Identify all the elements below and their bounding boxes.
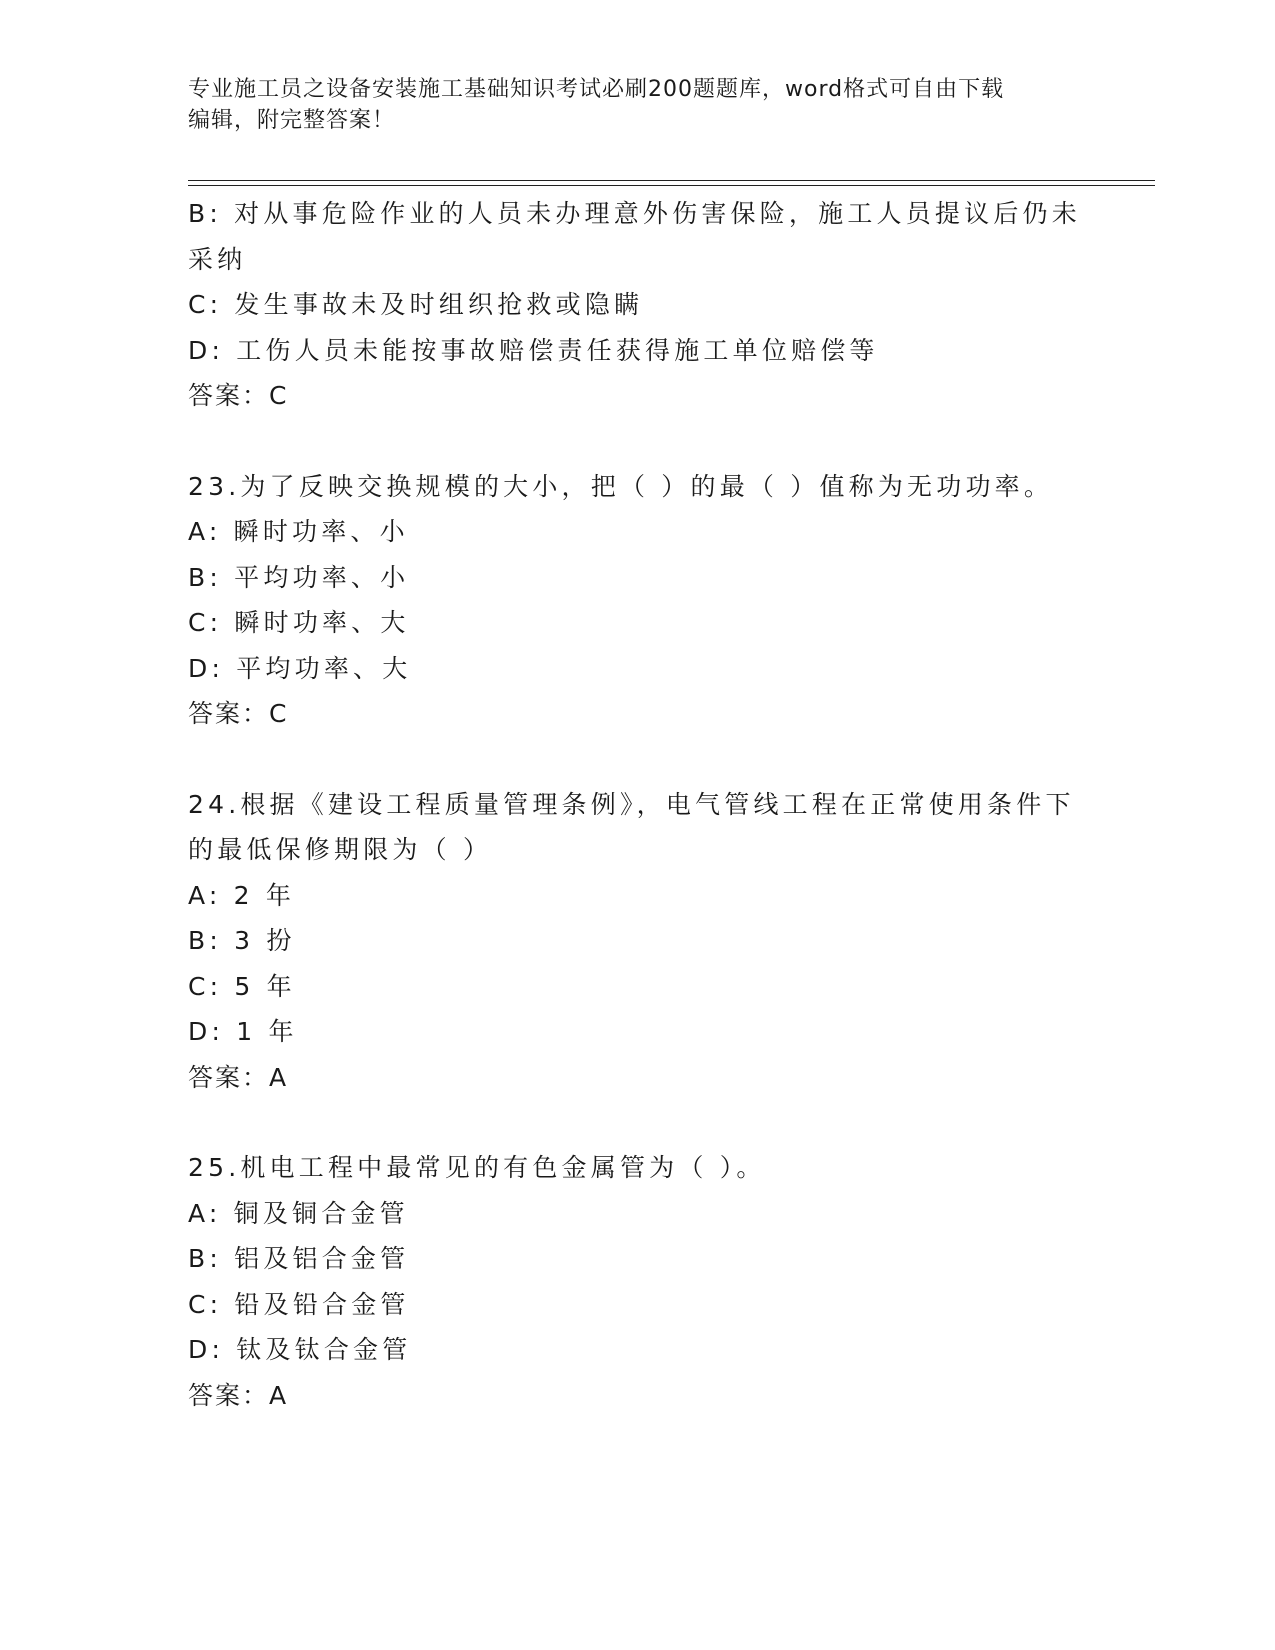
- option-b: B: 3 扮: [188, 926, 296, 955]
- option-d: D: 钛及钛合金管: [188, 1335, 412, 1364]
- question-22: [188, 191, 1088, 419]
- question-text-line-2: 的最低保修期限为（ ）: [188, 835, 493, 864]
- answer: 答案：C: [188, 381, 289, 410]
- option-a: A: 铜及铜合金管: [188, 1198, 409, 1228]
- question-text: 25.机电工程中最常见的有色金属管为（ ）。: [188, 1153, 766, 1182]
- option-a: A: 2 年: [188, 880, 296, 910]
- document-header: [188, 74, 1088, 136]
- option-d: D: 1 年: [188, 1017, 298, 1046]
- question-text: 23.为了反映交换规模的大小，把（ ）的最（ ）值称为无功功率。: [188, 471, 1054, 501]
- option-d: D: 工伤人员未能按事故赔偿责任获得施工单位赔偿等: [188, 335, 879, 365]
- option-b: B: 平均功率、小: [188, 562, 410, 592]
- option-d: D: 平均功率、大: [188, 653, 412, 683]
- option-c: C: 铅及铅合金管: [188, 1289, 410, 1319]
- option-a: A: 瞬时功率、小: [188, 517, 409, 546]
- option-b-line-1: B: 对从事危险作业的人员未办理意外伤害保险，施工人员提议后仍未: [188, 199, 1081, 228]
- question-23: [188, 464, 1088, 737]
- option-c: C: 瞬时功率、大: [188, 608, 410, 637]
- header-divider-top: [188, 180, 1155, 181]
- option-b-line-2: 采纳: [188, 244, 247, 274]
- option-c: C: 5 年: [188, 971, 296, 1001]
- question-text-line-1: 24.根据《建设工程质量管理条例》，电气管线工程在正常使用条件下: [188, 789, 1075, 819]
- question-25: [188, 1145, 1088, 1418]
- header-line-1: 专业施工员之设备安装施工基础知识考试必刷200题题库，word格式可自由下载: [188, 77, 1005, 102]
- spacer: [188, 419, 1088, 464]
- answer: 答案：C: [188, 699, 289, 728]
- answer: 答案：A: [188, 1380, 289, 1410]
- header-line-2: 编辑，附完整答案！: [188, 108, 396, 133]
- option-b: B: 铝及铝合金管: [188, 1244, 410, 1273]
- question-24: [188, 782, 1088, 1101]
- spacer: [188, 737, 1088, 782]
- answer: 答案：A: [188, 1062, 289, 1092]
- option-c: C: 发生事故未及时组织抢救或隐瞒: [188, 290, 644, 319]
- spacer: [188, 1100, 1088, 1145]
- header-divider-bottom: [188, 185, 1155, 186]
- document-body: [188, 191, 1088, 1418]
